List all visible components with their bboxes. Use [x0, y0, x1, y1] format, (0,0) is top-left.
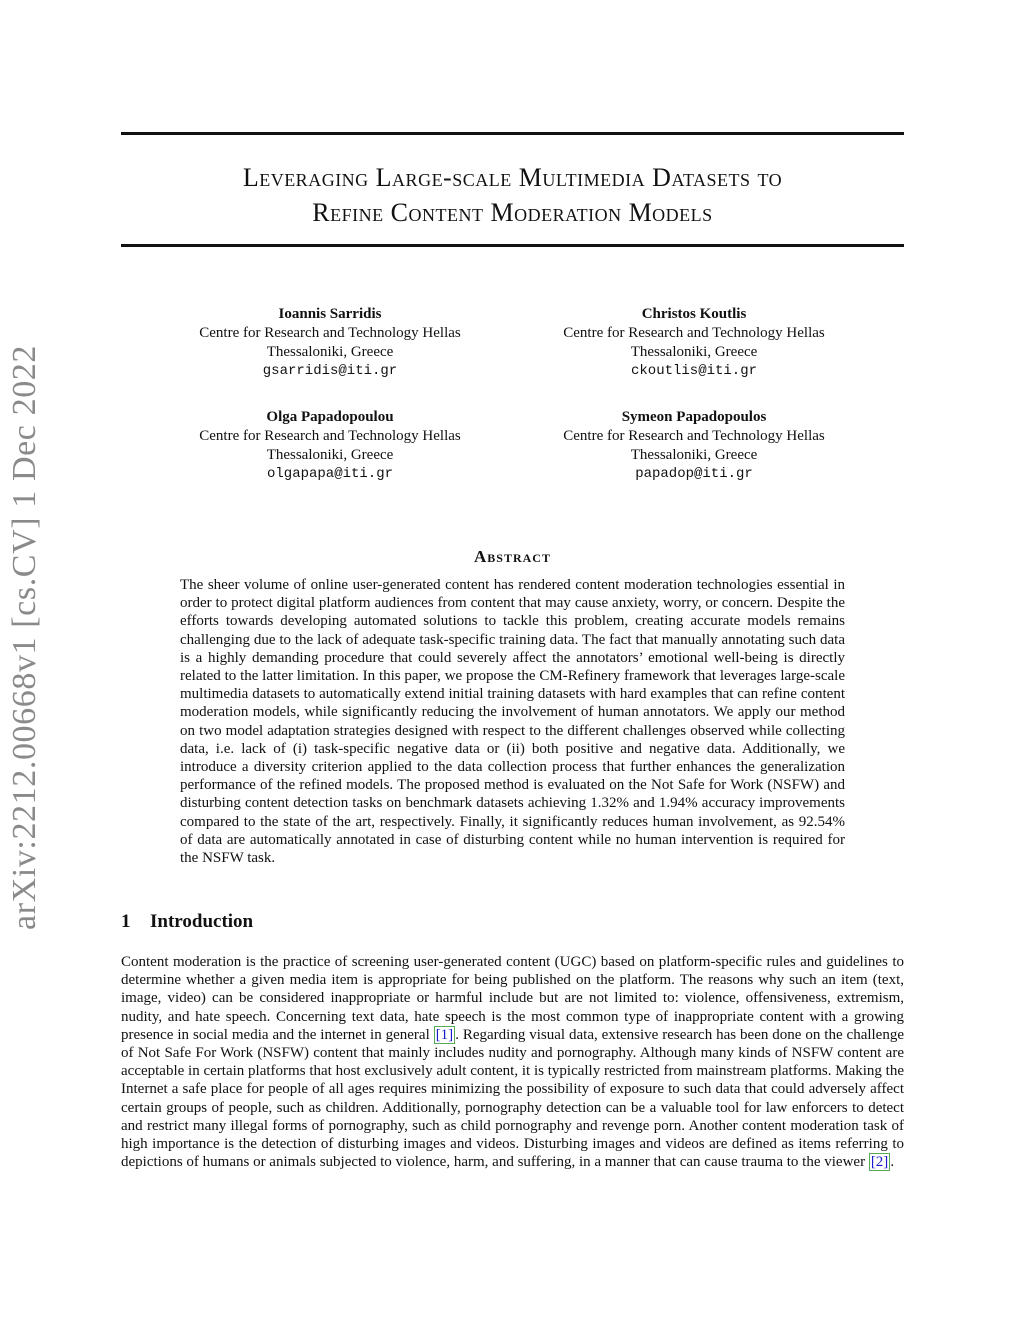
abstract-text: The sheer volume of online user-generated content has rendered content moderation technologies essential in order to protect digital platform audiences from content that may cause anxiety, worry, or concern. Despite the efforts towards developing automated solutions to tackle this problem, creating accurate models remains challenging due to the lack of adequate task-specific training data. The fact that manually annotating such data is a highly demanding procedure that could severely affect the annotators’ emotional well-being is directly related to the latter limitation. In this paper, we propose the CM-Refinery framework that leverages large-scale multimedia datasets to automatically extend initial training datasets with hard examples that can refine content moderation models, while significantly reducing the involvement of human annotators. We apply our method on two model adaptation strategies designed with respect to the different challenges observed while collecting data, i.e. lack of (i) task-specific negative data or (ii) both positive and negative data. Additionally, we introduce a diversity criterion applied to the data collection process that further enhances the generalization performance of the refined models. The proposed method is evaluated on the Not Safe for Work (NSFW) and disturbing content detection tasks on benchmark datasets achieving 1.32% and 1.94% accuracy improvements compared to the state of the art, respectively. Finally, it significantly reduces human involvement, as 92.54% of data are automatically annotated in case of disturbing content while no human intervention is required for the NSFW task.: [180, 577, 845, 867]
title-rule-top: [121, 132, 904, 135]
author-affiliation: Centre for Research and Technology Hellas: [199, 325, 461, 341]
intro-text-part-1: Content moderation is the practice of screening user-generated content (UGC) based on platform-specific rules and guidelines to determine whether a given media item is appropriate for being published on the platform. The reasons why such an item (text, image, video) can be considered inappropriate or harmful include but are not limited to: violence, offensiveness, extremism, nudity, and hate speech. Concerning text data, hate speech is the most common type of inappropriate content with a growing presence in social media and the internet in general: [121, 954, 904, 1043]
title-rule-bottom: [121, 244, 904, 247]
author-email: papadop@iti.gr: [635, 466, 753, 482]
arxiv-identifier-stamp: arXiv:2212.00668v1 [cs.CV] 1 Dec 2022: [6, 345, 43, 930]
section-title: Introduction: [150, 911, 254, 932]
citation-link-1[interactable]: [1]: [435, 1026, 454, 1043]
introduction-paragraph: [121, 953, 904, 1171]
section-number: 1: [121, 911, 131, 932]
author-affiliation: Centre for Research and Technology Hellas: [563, 428, 825, 444]
author-location: Thessaloniki, Greece: [266, 447, 394, 463]
author-affiliation: Centre for Research and Technology Hellas: [563, 325, 825, 341]
author-email: ckoutlis@iti.gr: [630, 363, 758, 379]
author-name: Ioannis Sarridis: [278, 306, 382, 322]
author-block: [524, 305, 864, 381]
author-location: Thessaloniki, Greece: [630, 447, 758, 463]
intro-text-part-3: .: [890, 1154, 895, 1171]
author-location: Thessaloniki, Greece: [630, 344, 758, 360]
author-block: [160, 305, 500, 381]
intro-text-part-2: . Regarding visual data, extensive research has been done on the challenge of Not Safe For Work (NSFW) content that mainly includes nudity and pornography. Although many kinds of NSFW content are acceptable in certain platforms that host exclusively adult content, it is typically restricted from mainstream platforms. Making the Internet a safe place for people of all ages requires minimizing the possibility of exposure to such data that could adversely affect certain groups of people, such as children. Additionally, pornography detection can be a valuable tool for law enforcers to detect and restrict many illegal forms of pornography, such as child pornography and revenge porn. Another content moderation task of high importance is the detection of disturbing images and videos. Disturbing images and videos are defined as items referring to depictions of humans or animals subjected to violence, harm, and suffering, in a manner that can cause trauma to the viewer: [121, 1026, 904, 1171]
paper-title: [121, 160, 904, 230]
author-affiliation: Centre for Research and Technology Hellas: [199, 428, 461, 444]
paper-title-line-1: Leveraging Large-scale Multimedia Datasets to: [242, 163, 783, 192]
author-name: Olga Papadopoulou: [266, 409, 394, 425]
author-name: Christos Koutlis: [641, 306, 747, 322]
author-location: Thessaloniki, Greece: [266, 344, 394, 360]
abstract-heading: Abstract: [474, 547, 551, 566]
paper-title-line-2: Refine Content Moderation Models: [312, 198, 713, 227]
author-block: [160, 408, 500, 484]
citation-link-2[interactable]: [2]: [870, 1154, 889, 1171]
author-block: [524, 408, 864, 484]
author-name: Symeon Papadopoulos: [621, 409, 767, 425]
author-email: olgapapa@iti.gr: [266, 466, 394, 482]
author-email: gsarridis@iti.gr: [262, 363, 398, 379]
section-heading: [121, 911, 253, 933]
